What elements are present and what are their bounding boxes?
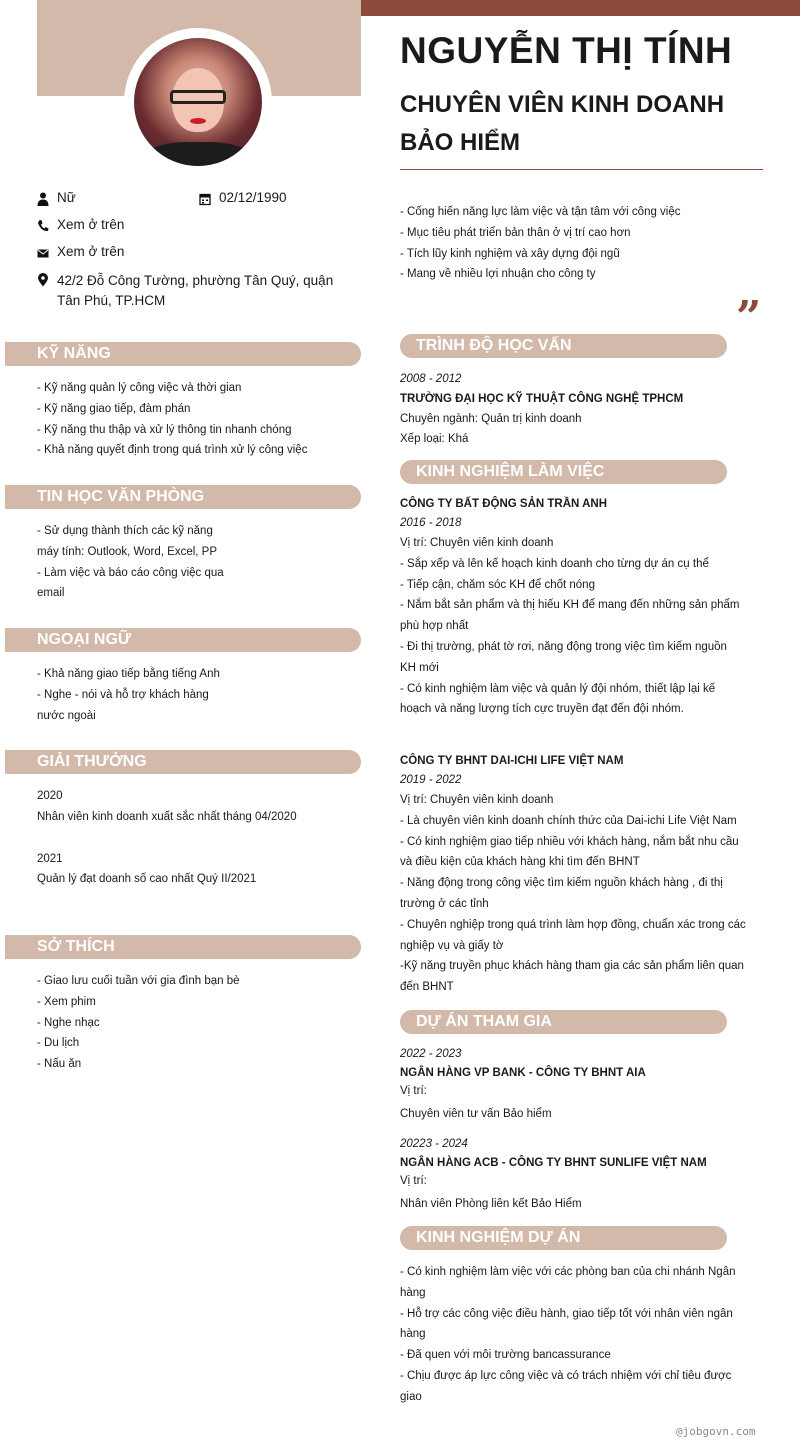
skills-heading: KỸ NĂNG xyxy=(5,342,361,366)
awards-heading: GIẢI THƯỞNG xyxy=(5,750,361,774)
project-entry: 2022 - 2023 NGÂN HÀNG VP BANK - CÔNG TY BHNT AIA Vị trí: Chuyên viên tư vấn Bảo hiểm xyxy=(400,1045,646,1123)
footer-watermark: @jobgovn.com xyxy=(676,1425,756,1438)
career-objective: - Cống hiến năng lực làm việc và tận tâm với công việc - Mục tiêu phát triển bản thân ở vị trí cao hơn - Tích lũy kinh nghiệm và xây dựng đội ngũ - Mang về nhiều lợi nhuận cho công ty xyxy=(400,206,681,281)
address-line2: Tân Phú, TP.HCM xyxy=(57,293,166,308)
top-accent-bar xyxy=(361,0,800,16)
award-year: 2020 xyxy=(37,790,63,802)
birthday-value: 02/12/1990 xyxy=(219,190,287,205)
award-text: Quản lý đạt doanh số cao nhất Quý II/2021 xyxy=(37,873,257,886)
education-school: TRƯỜNG ĐẠI HỌC KỸ THUẬT CÔNG NGHỆ TPHCM xyxy=(400,393,684,405)
envelope-icon xyxy=(37,246,49,260)
project-experience-heading: KINH NGHIỆM DỰ ÁN xyxy=(400,1226,727,1250)
project-period: 20223 - 2024 xyxy=(400,1138,468,1150)
list-item: email xyxy=(37,587,65,600)
languages-list xyxy=(37,664,220,726)
education-entry xyxy=(400,369,683,449)
gender-value: Nữ xyxy=(57,190,76,205)
office-skills-list xyxy=(37,521,224,604)
list-item: - Giao lưu cuối tuần với gia đình bạn bè xyxy=(37,975,240,987)
contact-address xyxy=(37,271,333,311)
calendar-icon xyxy=(199,192,211,206)
avatar xyxy=(124,28,272,176)
list-item: máy tính: Outlook, Word, Excel, PP xyxy=(37,545,218,558)
phone-icon xyxy=(37,219,49,233)
office-skills-heading: TIN HỌC VĂN PHÒNG xyxy=(5,485,361,509)
job-entry xyxy=(400,495,607,533)
job-period: 2019 - 2022 xyxy=(400,774,462,786)
job-details: Vị trí: Chuyên viên kinh doanh - Sắp xếp và lên kế hoạch kinh doanh cho từng dự án cụ thể - Tiếp cận, chăm sóc KH để chốt nóng - Nắm bắt sản phẩm và thị hiếu KH để mang đến những sản phẩm phù hợp nhất - Đi thị trường, phát tờ rơi, năng động trong việc tìm kiếm nguồn KH mới - Có kinh nghiệm làm việc và quản lý đội nhóm, thiết lập lại kế hoạch và năng lượng tích cực truyền đạt đến đội nhóm. xyxy=(400,537,740,716)
location-pin-icon xyxy=(37,273,49,287)
list-item: - Xem phim xyxy=(37,995,96,1008)
person-icon xyxy=(37,192,49,206)
list-item: - Làm việc và báo cáo công việc qua xyxy=(37,566,224,579)
job-title xyxy=(400,86,780,162)
quote-mark-icon: ” xyxy=(736,292,762,343)
title-divider xyxy=(400,169,763,170)
skills-list xyxy=(37,378,307,461)
list-item: - Nghe nhạc xyxy=(37,1016,100,1029)
avatar-photo xyxy=(134,38,262,166)
projects-heading: DỰ ÁN THAM GIA xyxy=(400,1010,727,1034)
project-role: Nhân viên Phòng liên kết Bảo Hiểm xyxy=(400,1197,582,1210)
phone-value: Xem ở trên xyxy=(57,217,125,232)
list-item: - Sử dụng thành thích các kỹ năng xyxy=(37,525,213,537)
job-entry xyxy=(400,752,623,790)
list-item: - Kỹ năng thu thập và xử lý thông tin nhanh chóng xyxy=(37,423,292,436)
address-line1: 42/2 Đỗ Công Tường, phường Tân Quý, quận xyxy=(57,273,334,288)
languages-heading: NGOẠI NGỮ xyxy=(5,628,361,652)
contact-gender xyxy=(37,190,76,206)
list-item: - Nghe - nói và hỗ trợ khách hàng xyxy=(37,688,209,701)
job-title-line2: BẢO HIỂM xyxy=(400,129,520,156)
list-item: - Du lịch xyxy=(37,1037,80,1050)
education-period: 2008 - 2012 xyxy=(400,373,462,385)
job-period: 2016 - 2018 xyxy=(400,517,462,529)
project-role: Chuyên viên tư vấn Bảo hiểm xyxy=(400,1107,552,1120)
hobbies-list xyxy=(37,971,240,1075)
list-item: nước ngoài xyxy=(37,709,96,722)
job-company: CÔNG TY BẤT ĐỘNG SẢN TRẦN ANH xyxy=(400,498,607,510)
education-heading: TRÌNH ĐỘ HỌC VẤN xyxy=(400,334,727,358)
list-item: - Khả năng giao tiếp bằng tiếng Anh xyxy=(37,668,220,680)
project-name: NGÂN HÀNG VP BANK - CÔNG TY BHNT AIA xyxy=(400,1066,646,1079)
list-item: - Nấu ăn xyxy=(37,1058,82,1071)
job-company: CÔNG TY BHNT DAI-ICHI LIFE VIỆT NAM xyxy=(400,755,624,767)
list-item: - Kỹ năng giao tiếp, đàm phán xyxy=(37,402,191,415)
contact-email xyxy=(37,244,124,260)
awards-list xyxy=(37,786,297,890)
hobbies-heading: SỞ THÍCH xyxy=(5,935,361,959)
award-year: 2021 xyxy=(37,852,63,865)
project-experience-list: - Có kinh nghiệm làm việc với các phòng ban của chi nhánh Ngân hàng - Hỗ trợ các công việc điều hành, giao tiếp tốt với nhân viên ngân hàng - Đã quen với môi trường bancassurance - Chịu được áp lực công việc và có trách nhiệm với chỉ tiêu được giao xyxy=(400,1266,736,1403)
education-major: Chuyên ngành: Quản trị kinh doanh xyxy=(400,413,582,425)
list-item: - Kỹ năng quản lý công việc và thời gian xyxy=(37,382,242,394)
project-entry: 20223 - 2024 NGÂN HÀNG ACB - CÔNG TY BHNT SUNLIFE VIỆT NAM Vị trí: Nhân viên Phòng liên kết Bảo Hiểm xyxy=(400,1135,707,1213)
project-name: NGÂN HÀNG ACB - CÔNG TY BHNT SUNLIFE VIỆT NAM xyxy=(400,1156,707,1169)
job-title-line1: CHUYÊN VIÊN KINH DOANH xyxy=(400,91,725,118)
contact-phone xyxy=(37,217,124,233)
list-item: - Khả năng quyết định trong quá trình xử lý công việc xyxy=(37,444,308,457)
email-value: Xem ở trên xyxy=(57,244,125,259)
award-text: Nhân viên kinh doanh xuất sắc nhất tháng 04/2020 xyxy=(37,810,297,823)
experience-heading: KINH NGHIỆM LÀM VIỆC xyxy=(400,460,727,484)
contact-birthday xyxy=(199,190,287,206)
job-details: Vị trí: Chuyên viên kinh doanh - Là chuyên viên kinh doanh chính thức của Dai-ichi Life Việt Nam - Có kinh nghiệm giao tiếp nhiều với khách hàng, nắm bắt nhu cầu và điều kiện của khách hàng khi tìm đến BHNT - Năng động trong công việc tìm kiếm nguồn khách hàng , đi thị trường ở các tỉnh - Chuyên nghiệp trong quá trình làm hợp đồng, chuẩn xác trong các nghiệp vụ và giấy tờ -Kỹ năng truyền phục khách hàng tham gia các sản phẩm liên quan đến BHNT xyxy=(400,794,746,994)
project-period: 2022 - 2023 xyxy=(400,1048,462,1060)
candidate-name: NGUYỄN THỊ TÍNH xyxy=(400,30,733,71)
education-grade: Xếp loại: Khá xyxy=(400,433,469,445)
